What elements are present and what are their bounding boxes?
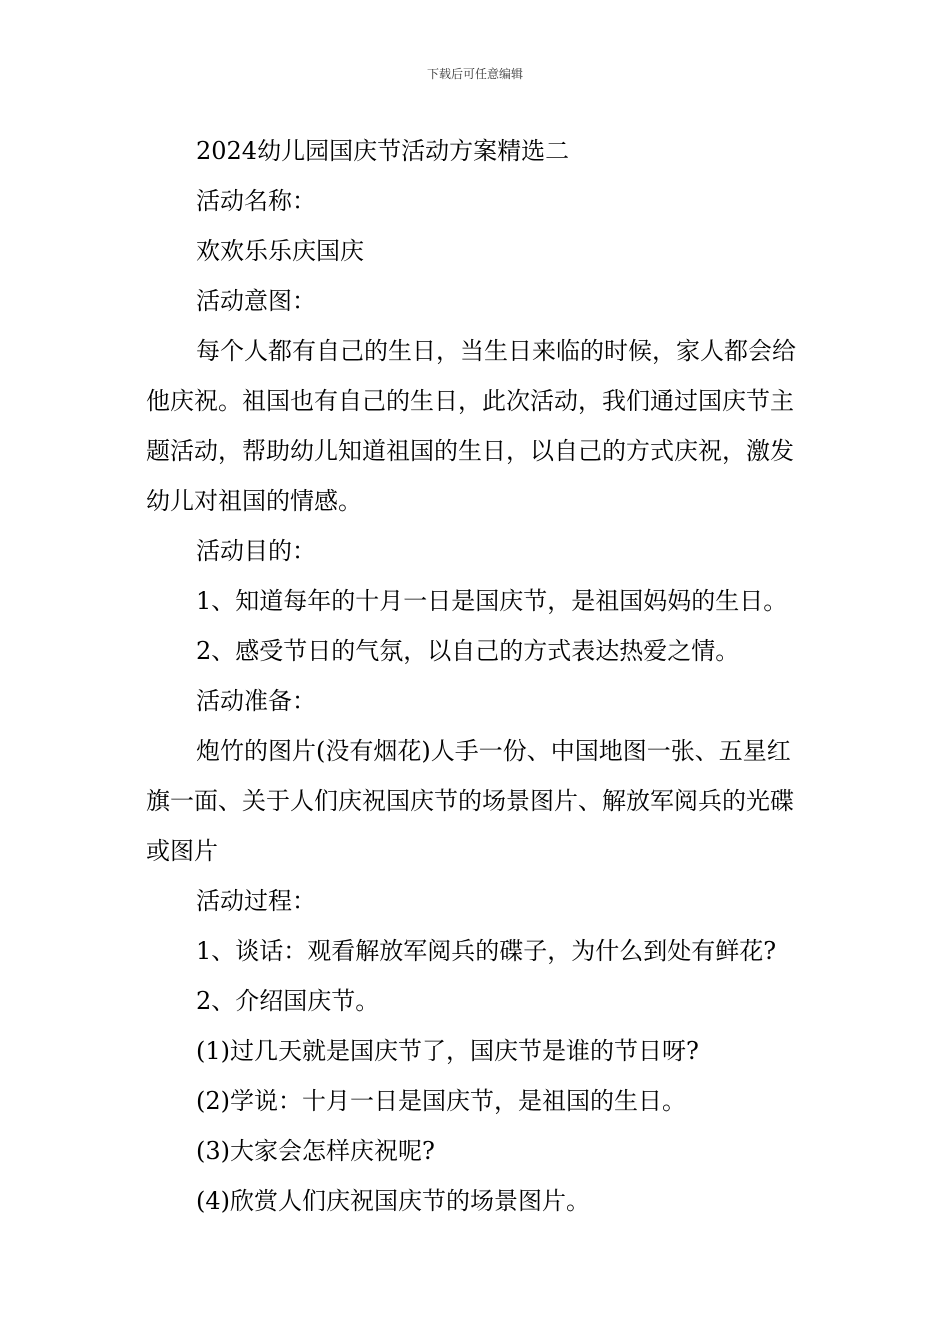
process-substep-2: (2)学说：十月一日是国庆节，是祖国的生日。 [196,1087,686,1115]
process-substep-4: (4)欣赏人们庆祝国庆节的场景图片。 [196,1187,590,1215]
activity-intent-text: 每个人都有自己的生日，当生日来临的时候，家人都会给他庆祝。祖国也有自己的生日，此次活动，我们通过国庆节主题活动，帮助幼儿知道祖国的生日，以自己的方式庆祝，激发幼儿对祖国的情感。 [146,337,796,515]
goal-item-1: 1、知道每年的十月一日是国庆节，是祖国妈妈的生日。 [196,587,788,615]
section-heading-activity-goals: 活动目的： [196,537,316,565]
process-substep-3: (3)大家会怎样庆祝呢? [196,1137,435,1165]
preparation-text: 炮竹的图片(没有烟花)人手一份、中国地图一张、五星红旗一面、关于人们庆祝国庆节的场景图片、解放军阅兵的光碟或图片 [146,737,794,865]
activity-name-text: 欢欢乐乐庆国庆 [196,237,364,265]
section-heading-activity-process: 活动过程： [196,887,316,915]
process-substep-1: (1)过几天就是国庆节了，国庆节是谁的节日呀? [196,1037,699,1065]
section-heading-activity-name: 活动名称： [196,187,316,215]
process-step-1: 1、谈话：观看解放军阅兵的碟子，为什么到处有鲜花? [196,937,777,965]
page-header-note: 下载后可任意编辑 [426,67,523,81]
section-heading-activity-intent: 活动意图： [196,287,316,315]
process-step-2: 2、介绍国庆节。 [196,987,380,1015]
section-heading-activity-preparation: 活动准备： [196,687,316,715]
goal-item-2: 2、感受节日的气氛，以自己的方式表达热爱之情。 [196,637,740,665]
document-body [146,126,812,1226]
document-title: 2024幼儿园国庆节活动方案精选二 [196,137,570,165]
